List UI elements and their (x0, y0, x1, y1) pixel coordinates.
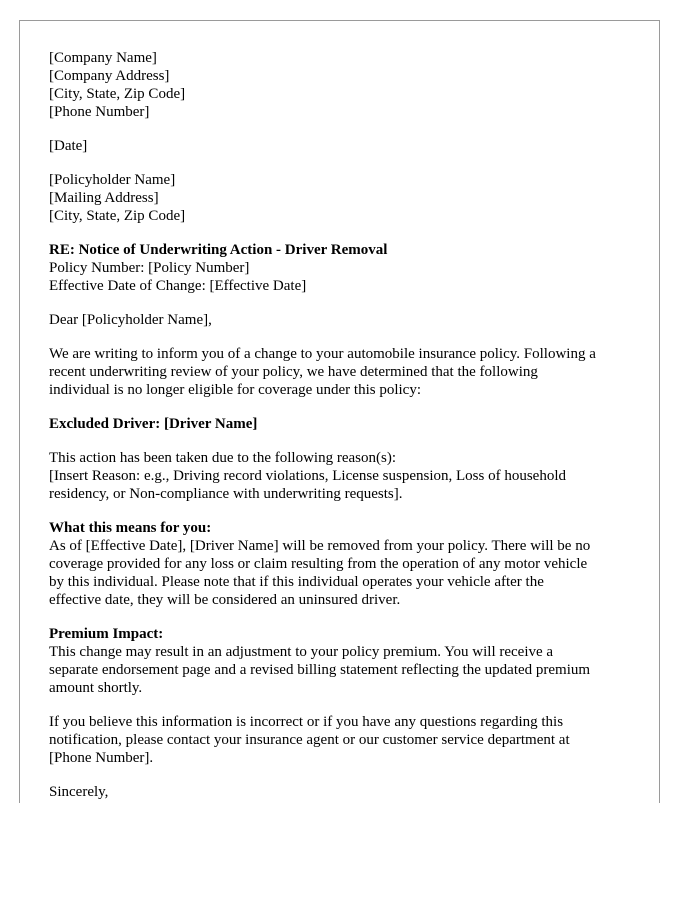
reason-line: [Insert Reason: e.g., Driving record violations, License suspension, Loss of household (49, 468, 566, 484)
premium-section (49, 625, 645, 697)
premium-line: This change may result in an adjustment to your policy premium. You will receive a (49, 644, 554, 660)
company-city-state-zip: [City, State, Zip Code] (49, 86, 186, 102)
closing: Sincerely, (49, 784, 109, 800)
recipient-block (49, 171, 645, 225)
intro-line: individual is no longer eligible for coverage under this policy: (49, 382, 421, 398)
recipient-city-state-zip: [City, State, Zip Code] (49, 208, 186, 224)
intro-line: We are writing to inform you of a change to your automobile insurance policy. Following a (49, 346, 596, 362)
re-block (49, 241, 645, 295)
salutation: Dear [Policyholder Name], (49, 312, 212, 328)
excluded-driver: Excluded Driver: [Driver Name] (49, 416, 258, 432)
effective-date: Effective Date of Change: [Effective Date] (49, 278, 307, 294)
reason-line: residency, or Non-compliance with underwriting requests]. (49, 486, 403, 502)
company-address: [Company Address] (49, 68, 170, 84)
contact-paragraph (49, 713, 645, 767)
recipient-mailing-address: [Mailing Address] (49, 190, 159, 206)
company-phone: [Phone Number] (49, 104, 150, 120)
excluded-driver-block (49, 415, 645, 433)
meaning-line: coverage provided for any loss or claim resulting from the operation of any motor vehicle (49, 556, 588, 572)
salutation-block (49, 311, 645, 329)
intro-paragraph (49, 345, 645, 399)
contact-line: If you believe this information is incorrect or if you have any questions regarding this (49, 714, 564, 730)
policy-number: Policy Number: [Policy Number] (49, 260, 250, 276)
letter-date: [Date] (49, 138, 88, 154)
meaning-line: As of [Effective Date], [Driver Name] will be removed from your policy. There will be no (49, 538, 591, 554)
premium-line: separate endorsement page and a revised billing statement reflecting the updated premium (49, 662, 591, 678)
intro-line: recent underwriting review of your policy, we have determined that the following (49, 364, 538, 380)
premium-line: amount shortly. (49, 680, 143, 696)
company-name: [Company Name] (49, 50, 157, 66)
closing-block (49, 783, 645, 801)
letter-page (19, 20, 660, 803)
recipient-name: [Policyholder Name] (49, 172, 176, 188)
reason-paragraph (49, 449, 645, 503)
contact-line: [Phone Number]. (49, 750, 154, 766)
premium-heading: Premium Impact: (49, 626, 164, 642)
letter-body (49, 49, 645, 803)
date-block (49, 137, 645, 155)
re-subject: RE: Notice of Underwriting Action - Driver Removal (49, 242, 388, 258)
meaning-heading: What this means for you: (49, 520, 212, 536)
reason-line: This action has been taken due to the following reason(s): (49, 450, 396, 466)
meaning-line: by this individual. Please note that if this individual operates your vehicle after the (49, 574, 544, 590)
meaning-line: effective date, they will be considered an uninsured driver. (49, 592, 401, 608)
contact-line: notification, please contact your insurance agent or our customer service department at (49, 732, 570, 748)
sender-block (49, 49, 645, 121)
meaning-section (49, 519, 645, 609)
